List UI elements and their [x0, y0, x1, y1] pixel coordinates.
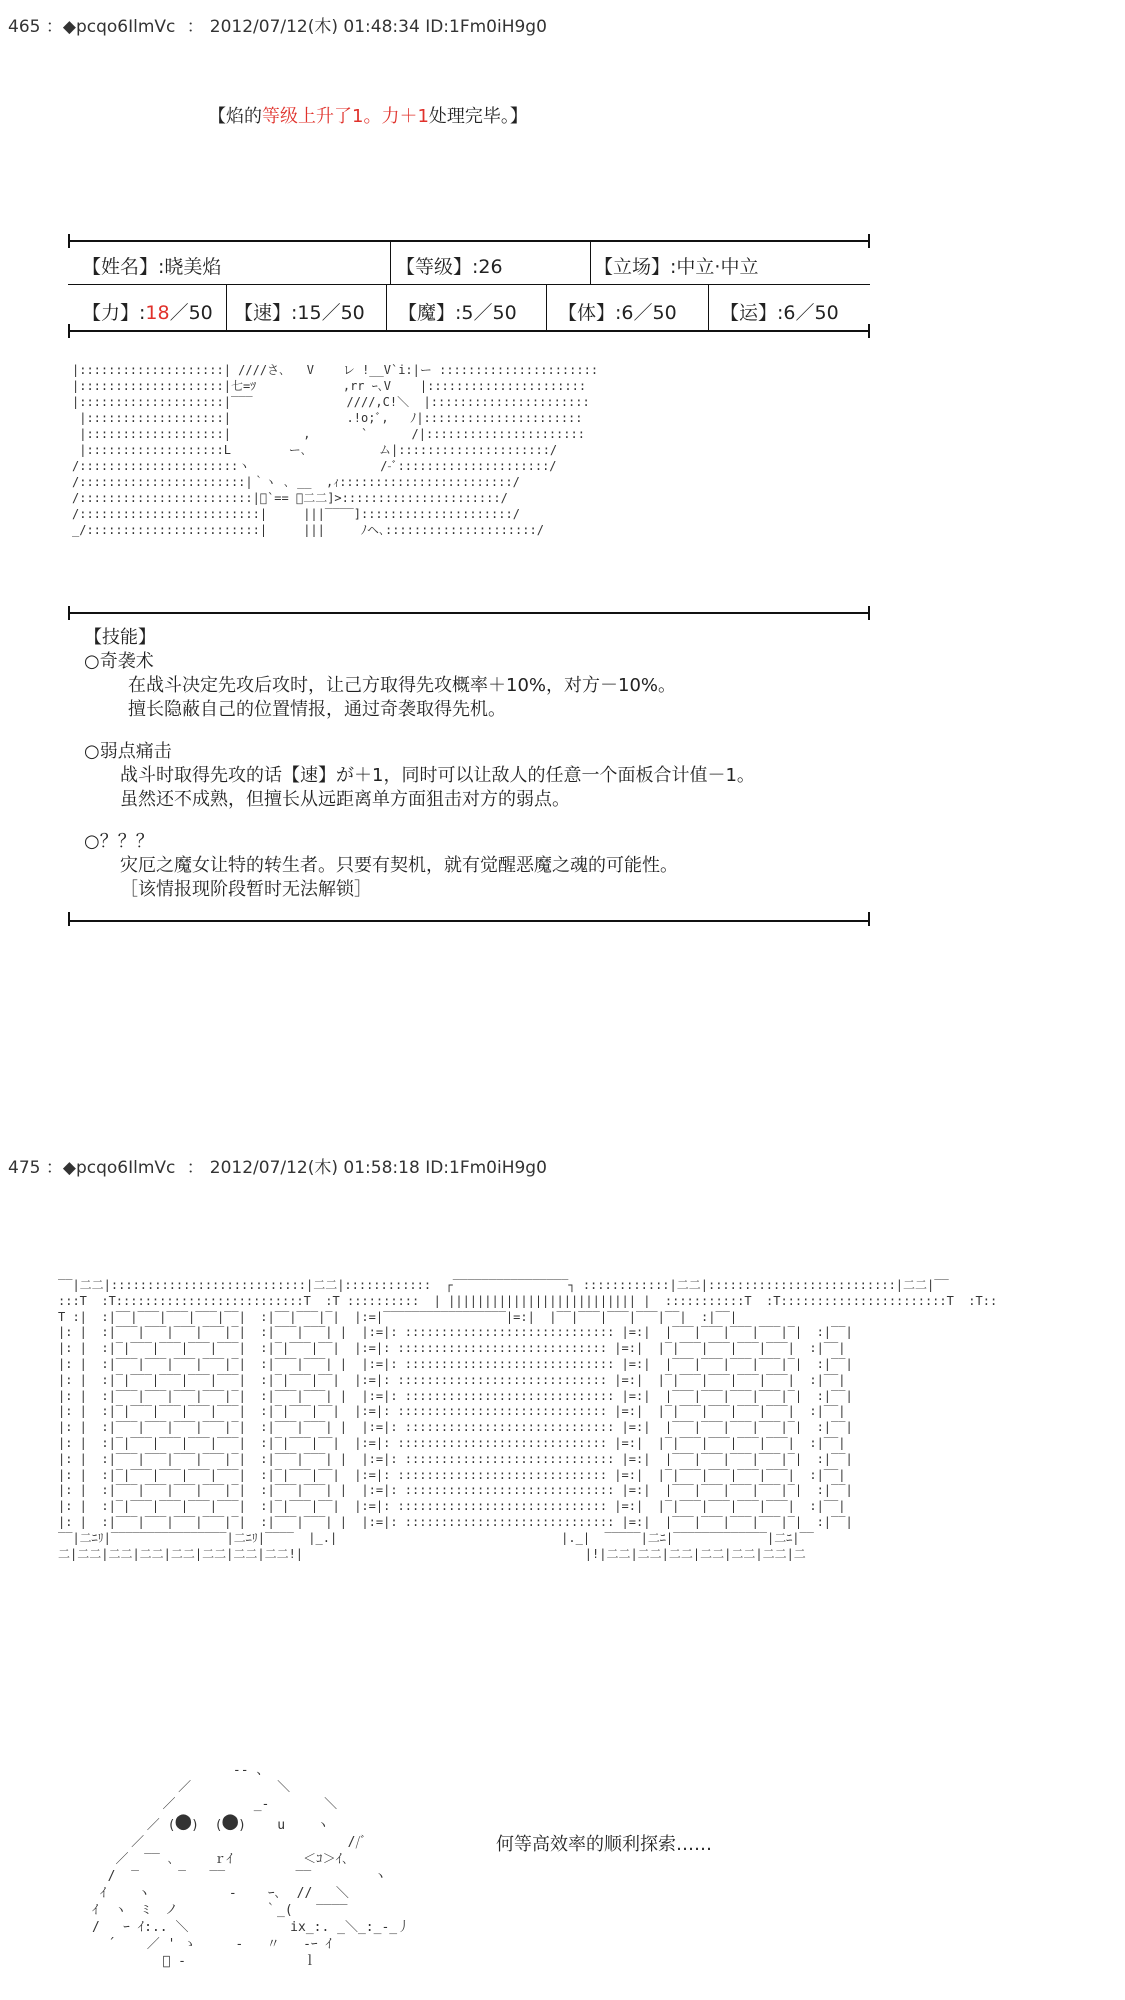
status-constitution: 【体】:6／50 — [558, 302, 677, 324]
creature-eye-icon: ● — [175, 1806, 192, 1836]
trip-diamond-icon: ◆ — [62, 1158, 76, 1178]
skills-header: 【技能】 — [84, 627, 156, 648]
skills-section — [84, 626, 755, 902]
notice-close: 处理完毕。】 — [428, 106, 528, 127]
post-number: 465 — [8, 17, 41, 37]
post-header-475 — [8, 1153, 547, 1178]
dungeon-wall-art: ‾‾|二二|:::::::::::::::::::::::::::|二二|:::::::::::: ┌‾‾‾‾‾‾‾‾‾‾‾‾‾‾‾‾┐ ::::::::::::|二二|::::::::::::::::::::::::::|二二|‾‾ :::T :T::::::::::::::::::::::::::T :T :::::::::: | |||||||||||||||||||||||||| | :::::::::::T :T:::::::::::::::::::::::T :T:: T :| :|‾‾|‾‾‾|‾‾‾|‾‾‾|‾‾| :|‾‾|‾‾‾|‾| |:=|‾‾‾‾‾‾‾‾‾‾‾‾‾‾‾‾‾|=:| |‾‾|‾‾‾|‾‾‾|‾‾‾|‾‾| :|‾‾| |: | :|‾‾‾|‾‾‾|‾‾‾|‾‾‾|‾| :|‾‾‾|‾‾‾| | |:=|: ::::::::::::::::::::::::::::: |=:| |‾‾‾|‾‾‾|‾‾‾|‾‾‾|‾| :|‾‾| |: | :|‾|‾‾‾|‾‾‾|‾‾‾|‾‾‾| :|‾|‾‾‾|‾‾| |:=|: ::::::::::::::::::::::::::::: |=:| |‾|‾‾‾|‾‾‾|‾‾‾|‾‾‾| :|‾‾| |: | :|‾‾‾|‾‾‾|‾‾‾|‾‾‾|‾| :|‾‾‾|‾‾‾| | |:=|: ::::::::::::::::::::::::::::: |=:| |‾‾‾|‾‾‾|‾‾‾|‾‾‾|‾| :|‾‾| |: | :|‾|‾‾‾|‾‾‾|‾‾‾|‾‾‾| :|‾|‾‾‾|‾‾| |:=|: ::::::::::::::::::::::::::::: |=:| |‾|‾‾‾|‾‾‾|‾‾‾|‾‾‾| :|‾‾| |: | :|‾‾‾|‾‾‾|‾‾‾|‾‾‾|‾| :|‾‾‾|‾‾‾| | |:=|: ::::::::::::::::::::::::::::: |=:| |‾‾‾|‾‾‾|‾‾‾|‾‾‾|‾| :|‾‾| |: | :|‾|‾‾‾|‾‾‾|‾‾‾|‾‾‾| :|‾|‾‾‾|‾‾| |:=|: ::::::::::::::::::::::::::::: |=:| |‾|‾‾‾|‾‾‾|‾‾‾|‾‾‾| :|‾‾| |: | :|‾‾‾|‾‾‾|‾‾‾|‾‾‾|‾| :|‾‾‾|‾‾‾| | |:=|: ::::::::::::::::::::::::::::: |=:| |‾‾‾|‾‾‾|‾‾‾|‾‾‾|‾| :|‾‾| |: | :|‾|‾‾‾|‾‾‾|‾‾‾|‾‾‾| :|‾|‾‾‾|‾‾| |:=|: ::::::::::::::::::::::::::::: |=:| |‾|‾‾‾|‾‾‾|‾‾‾|‾‾‾| :|‾‾| |: | :|‾‾‾|‾‾‾|‾‾‾|‾‾‾|‾| :|‾‾‾|‾‾‾| | |:=|: ::::::::::::::::::::::::::::: |=:| |‾‾‾|‾‾‾|‾‾‾|‾‾‾|‾| :|‾‾| |: | :|‾|‾‾‾|‾‾‾|‾‾‾|‾‾‾| :|‾|‾‾‾|‾‾| |:=|: ::::::::::::::::::::::::::::: |=:| |‾|‾‾‾|‾‾‾|‾‾‾|‾‾‾| :|‾‾| |: | :|‾‾‾|‾‾‾|‾‾‾|‾‾‾|‾| :|‾‾‾|‾‾‾| | |:=|: ::::::::::::::::::::::::::::: |=:| |‾‾‾|‾‾‾|‾‾‾|‾‾‾|‾| :|‾‾| |: | :|‾|‾‾‾|‾‾‾|‾‾‾|‾‾‾| :|‾|‾‾‾|‾‾| |:=|: ::::::::::::::::::::::::::::: |=:| |‾|‾‾‾|‾‾‾|‾‾‾|‾‾‾| :|‾‾| |: | :|‾‾‾|‾‾‾|‾‾‾|‾‾‾|‾| :|‾‾‾|‾‾‾| | |:=|: ::::::::::::::::::::::::::::: |=:| |‾‾‾|‾‾‾|‾‾‾|‾‾‾|‾| :|‾‾| ‾‾|二ﾆﾘ|‾‾‾‾‾‾‾‾‾‾‾‾‾‾‾‾|二ﾆﾘ|‾‾‾‾ |_.| |._| ‾‾‾‾‾|二ﾆ|‾‾‾‾‾‾‾‾‾‾‾‾‾|二ﾆ|‾‾ 二|二二|二二|二二|二二|二二|二二|二二!| |!|二二|二二|二二|二二|二二|二二|二 — [58, 1278, 998, 1561]
skill-desc-line: 战斗时取得先攻的话【速】が＋1，同时可以让敌人的任意一个面板合计值－1。 — [120, 765, 755, 786]
speech-text: 何等高效率的顺利探索…… — [496, 1834, 712, 1855]
skill-name-weakpoint: ○弱点痛击 — [84, 741, 172, 762]
status-speed: 【速】:15／50 — [234, 302, 365, 324]
skill-desc-line: 灾厄之魔女让特的转生者。只要有契机，就有觉醒恶魔之魂的可能性。 — [120, 855, 678, 876]
skill-name-ambush: ○奇袭术 — [84, 651, 154, 672]
skill-desc-line: 虽然还不成熟，但擅长从远距离单方面狙击对方的弱点。 — [120, 789, 570, 810]
creature-art: ‐‐ 、 ／ ＼ ／ _‐ ＼ ／ (●) (●) u ヽ ／ //ﾞ ／ ‾‾ ､ ｒｲ ＜ｺ＞ｲ､ / ‾ ‾ ‾‾ ‾‾ ヽ ｲ ヽ ‐ ｰ､ // ＼ ｲ ヽ ﾐ ノ ｀_( ‾‾‾‾ / ｰ ｲ:.. ＼ ix_:. _＼_:_‐_丿 ´ ／ ' ゝ ‐ 〃 ‐ｰ ｲ ﾞ ‐ ｌ — [92, 1763, 411, 1969]
levelup-notice — [208, 102, 528, 128]
creature-eye-icon: ● — [222, 1806, 239, 1836]
status-luck: 【运】:6／50 — [720, 302, 839, 324]
notice-levelup: 等级上升了1。力＋1 — [262, 106, 429, 127]
post-user[interactable]: pcqo6IlmVc — [75, 17, 176, 37]
post-id[interactable]: ID:1Fm0iH9g0 — [425, 17, 547, 37]
status-level: 【等级】:26 — [396, 256, 503, 278]
status-table — [68, 240, 870, 336]
post-colon: ： — [186, 17, 204, 37]
strength-label: 【力】: — [82, 302, 146, 324]
post-datetime: 2012/07/12(木) 01:58:18 — [209, 1158, 420, 1178]
skill-desc-line: ［该情报现阶段暂时无法解锁］ — [120, 879, 372, 900]
post-header-465 — [8, 12, 547, 37]
skill-desc-line: 在战斗决定先攻后攻时，让己方取得先攻概率＋10%，对方－10%。 — [128, 675, 677, 696]
post-colon: ： — [45, 17, 63, 37]
status-magic: 【魔】:5／50 — [398, 302, 517, 324]
trip-diamond-icon: ◆ — [62, 17, 76, 37]
post-datetime: 2012/07/12(木) 01:48:34 — [209, 17, 420, 37]
status-strength — [82, 298, 213, 325]
character-portrait-art: |::::::::::::::::::::| ////さ､ V レ !__V`i:|ー :::::::::::::::::::::: |::::::::::::::::::::|七=ﾂ ,rr ｰ､V |:::::::::::::::::::::: |::::::::::::::::::::|‾‾‾ ////,C!＼ |:::::::::::::::::::::: |:::::::::::::::::::| .!o;ﾞ, ﾉ|:::::::::::::::::::::: |:::::::::::::::::::| , ` /|:::::::::::::::::::::: |:::::::::::::::::::L ー､ ム|:::::::::::::::::::::/ /::::::::::::::::::::::ヽ /-ﾞ:::::::::::::::::::::/ /:::::::::::::::::::::::|｀ヽ ､ __ ,ｨ::::::::::::::::::::::::/ /::::::::::::::::::::::::|ﾞ`== 、二二]>::::::::::::::::::::::/ /:::::::::::::::::::::::::| |||‾‾‾‾]:::::::::::::::::::::/ _/::::::::::::::::::::::::| ||| ﾉヘ､:::::::::::::::::::::/ — [72, 363, 599, 537]
post-id[interactable]: ID:1Fm0iH9g0 — [425, 1158, 547, 1178]
strength-max: ／50 — [169, 302, 213, 324]
skill-name-unknown: ○？？？ — [84, 831, 154, 852]
post-colon: ： — [186, 1158, 204, 1178]
skill-desc-line: 擅长隐蔽自己的位置情报，通过奇袭取得先机。 — [128, 699, 506, 720]
notice-open: 【焰的 — [208, 106, 262, 127]
post-user[interactable]: pcqo6IlmVc — [75, 1158, 176, 1178]
post-number: 475 — [8, 1158, 41, 1178]
strength-value: 18 — [145, 302, 170, 324]
status-name: 【姓名】:晓美焰 — [82, 256, 222, 278]
post-colon: ： — [45, 1158, 63, 1178]
status-alignment: 【立场】:中立·中立 — [594, 256, 759, 278]
